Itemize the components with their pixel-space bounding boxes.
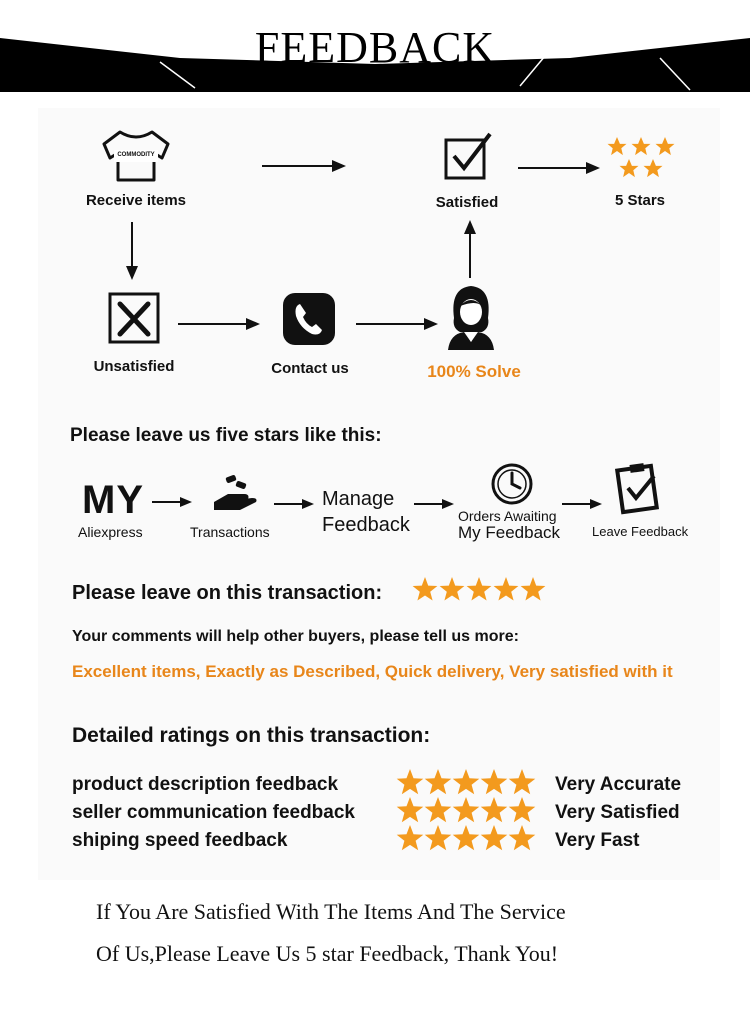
rating-row-label: seller communication feedback (72, 802, 355, 823)
arrow-down-icon (124, 222, 140, 280)
star-icon (397, 825, 424, 850)
star-icon (481, 797, 508, 822)
star-icon (453, 769, 480, 794)
hand-money-icon (208, 472, 260, 512)
star-icon (467, 577, 492, 601)
rating-row-label: product description feedback (72, 774, 339, 795)
rating-row-value: Very Accurate (555, 774, 682, 795)
arrow-up-icon (462, 220, 478, 278)
arrow-right-icon (562, 498, 602, 510)
star-icon (440, 577, 465, 601)
star-icon (509, 825, 536, 850)
transactions-label: Transactions (190, 524, 270, 540)
arrow-right-icon (152, 496, 192, 508)
commodity-tag: COMMODITY (117, 152, 155, 158)
rating-row-value: Very Satisfied (555, 802, 680, 823)
star-icon (425, 797, 452, 822)
x-box-icon (108, 292, 162, 346)
transaction-stars (412, 576, 548, 606)
rating-row-stars (396, 768, 540, 798)
arrow-right-icon (356, 316, 438, 332)
star-icon (521, 577, 546, 601)
unsatisfied-label: Unsatisfied (93, 358, 175, 375)
star-icon (453, 825, 480, 850)
leave-feedback-label: Leave Feedback (592, 524, 689, 539)
transaction-heading: Please leave on this transaction: (72, 582, 383, 604)
arrow-right-icon (414, 498, 454, 510)
five-stars-label: 5 Stars (614, 192, 666, 209)
detailed-heading: Detailed ratings on this transaction: (72, 724, 431, 747)
page-title: FEEDBACK (254, 23, 496, 72)
star-icon (509, 769, 536, 794)
phone-icon (282, 292, 336, 346)
comments-prompt: Your comments will help other buyers, please tell us more: (72, 628, 519, 645)
rating-row-value: Very Fast (555, 830, 640, 851)
star-icon (509, 797, 536, 822)
star-icon (425, 825, 452, 850)
star-icon (397, 769, 424, 794)
receive-items-label: Receive items (85, 192, 187, 209)
star-icon (481, 769, 508, 794)
my-aliexpress-logo: MY (82, 478, 144, 522)
steps-heading: Please leave us five stars like this: (70, 425, 382, 446)
solve-label: 100% Solve (427, 362, 521, 381)
satisfied-label: Satisfied (435, 194, 499, 211)
arrow-right-icon (518, 160, 600, 176)
feedback-label: Feedback (322, 514, 410, 536)
clipboard-check-icon (614, 462, 662, 514)
checkbox-icon (444, 132, 494, 182)
contact-us-label: Contact us (271, 360, 349, 377)
footer-line-1: If You Are Satisfied With The Items And The Service (96, 899, 566, 924)
aliexpress-label: Aliexpress (78, 524, 143, 540)
star-icon (481, 825, 508, 850)
manage-label: Manage (322, 488, 395, 510)
arrow-right-icon (274, 498, 314, 510)
clock-icon (490, 462, 534, 506)
stars-icon (604, 136, 678, 182)
sample-comment: Excellent items, Exactly as Described, Quick delivery, Very satisfied with it (72, 662, 673, 681)
rating-row-label: shiping speed feedback (72, 830, 288, 851)
my-feedback-label: My Feedback (458, 523, 561, 542)
arrow-right-icon (262, 158, 346, 174)
rating-row-stars (396, 824, 540, 854)
star-icon (453, 797, 480, 822)
star-icon (397, 797, 424, 822)
footer-line-2: Of Us,Please Leave Us 5 star Feedback, Thank You! (96, 941, 559, 966)
rating-row-stars (396, 796, 540, 826)
star-icon (425, 769, 452, 794)
arrow-right-icon (178, 316, 260, 332)
star-icon (494, 577, 519, 601)
agent-icon (446, 284, 496, 350)
orders-awaiting-label: Orders Awaiting (458, 508, 557, 524)
star-icon (413, 577, 438, 601)
